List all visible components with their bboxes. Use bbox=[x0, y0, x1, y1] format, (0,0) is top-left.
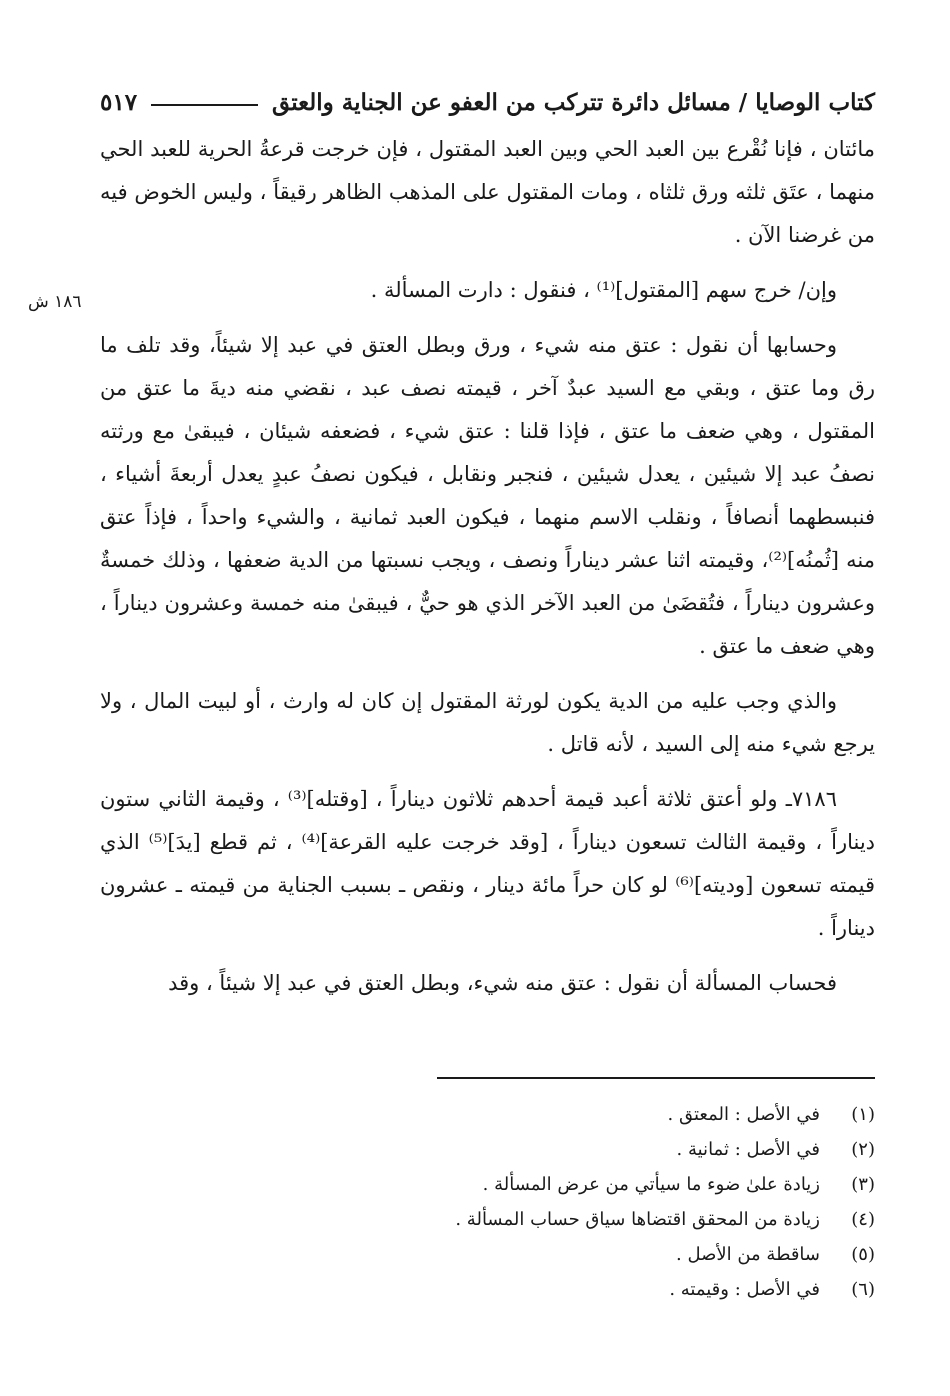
margin-folio-note: ١٨٦ ش bbox=[28, 292, 82, 312]
footnote-text: زيادة علىٰ ضوء ما سيأتي من عرض المسألة . bbox=[482, 1174, 820, 1195]
running-header bbox=[100, 82, 875, 122]
paragraph: وحسابها أن نقول : عتق منه شيء ، ورق وبطل العتق في عبد إلا شيئاً، وقد تلف ما رق وما عتق ، وبقي مع السيد عبدٌ آخر ، قيمته نصف عبد ، نقضي منه ديةَ ما عتق من المقتول ، وهي ضعف ما عتق ، فإذا قلنا : عتق شيء ، فضعفه شيئان ، فيبقىٰ مع ورثته نصفُ عبد إلا شيئين ، يعدل شيئين ، فنجبر ونقابل ، فيكون نصفُ عبدٍ يعدل أربعةَ أشياء ، فنبسطهما أنصافاً ، ونقلب الاسم منهما ، فيكون العبد ثمانية ، والشيء واحداً ، فإذاً عتق منه [ثُمنُه]⁽²⁾، وقيمته اثنا عشر ديناراً ونصف ، ويجب نسبتها من الدية ضعفها ، وذلك خمسةٌ وعشرون ديناراً ، فتُقضَىٰ من العبد الآخر الذي هو حيٌّ ، فيبقىٰ منه خمسة وعشرون ديناراً ، وهي ضعف ما عتق . bbox=[100, 333, 875, 658]
footnote-number: (٤) bbox=[851, 1209, 875, 1230]
footnote-item bbox=[100, 1097, 875, 1132]
footnote-item bbox=[100, 1132, 875, 1167]
paragraph: ٧١٨٦ـ ولو أعتق ثلاثة أعبد قيمة أحدهم ثلاثون ديناراً ، [وقتله]⁽³⁾ ، وقيمة الثاني ستون ديناراً ، وقيمة الثالث تسعون ديناراً ، [وقد خرجت عليه القرعة]⁽⁴⁾ ، ثم قطع [يدَ]⁽⁵⁾ الذي قيمته تسعون [وديته]⁽⁶⁾ لو كان حراً مائة دينار ، ونقص ـ بسبب الجناية من قيمته ـ عشرون ديناراً . bbox=[100, 787, 876, 940]
footnote-number: (٣) bbox=[851, 1174, 875, 1195]
footnote-number: (٦) bbox=[851, 1279, 875, 1300]
footnote-separator bbox=[437, 1077, 875, 1079]
footnote-text: زيادة من المحقق اقتضاها سياق حساب المسألة . bbox=[455, 1209, 820, 1230]
paragraph: فحساب المسألة أن نقول : عتق منه شيء، وبطل العتق في عبد إلا شيئاً ، وقد bbox=[168, 971, 837, 995]
footnote-item bbox=[100, 1237, 875, 1272]
footnote-text: ساقطة من الأصل . bbox=[676, 1244, 820, 1265]
paragraph: وإن/ خرج سهم [المقتول]⁽¹⁾ ، فنقول : دارت المسألة . bbox=[370, 278, 837, 302]
footnote-number: (١) bbox=[851, 1104, 875, 1125]
footnote-text: في الأصل : ثمانية . bbox=[676, 1139, 820, 1160]
footnote-number: (٢) bbox=[851, 1139, 875, 1160]
footnote-item bbox=[100, 1167, 875, 1202]
header-rule bbox=[151, 104, 258, 106]
footnote-text: في الأصل : المعتق . bbox=[667, 1104, 820, 1125]
footnotes bbox=[100, 1097, 875, 1307]
footnote-text: في الأصل : وقيمته . bbox=[669, 1279, 820, 1300]
paragraph: والذي وجب عليه من الدية يكون لورثة المقتول إن كان له وارث ، أو لبيت المال ، ولا يرجع شيء منه إلى السيد ، لأنه قاتل . bbox=[100, 689, 875, 756]
paragraph: مائتان ، فإنا نُقْرع بين العبد الحي وبين العبد المقتول ، فإن خرجت قرعةُ الحرية للعبد الحي منهما ، عتَق ثلثه ورق ثلثاه ، ومات المقتول على المذهب الظاهر رقيقاً ، وليس الخوض فيه من غرضنا الآن . bbox=[100, 137, 875, 247]
main-text bbox=[100, 128, 875, 1017]
footnote-item bbox=[100, 1202, 875, 1237]
page-number: ٥١٧ bbox=[100, 88, 138, 116]
footnote-item bbox=[100, 1272, 875, 1307]
chapter-title: كتاب الوصايا / مسائل دائرة تتركب من العفو عن الجناية والعتق bbox=[272, 88, 875, 116]
footnote-number: (٥) bbox=[851, 1244, 875, 1265]
